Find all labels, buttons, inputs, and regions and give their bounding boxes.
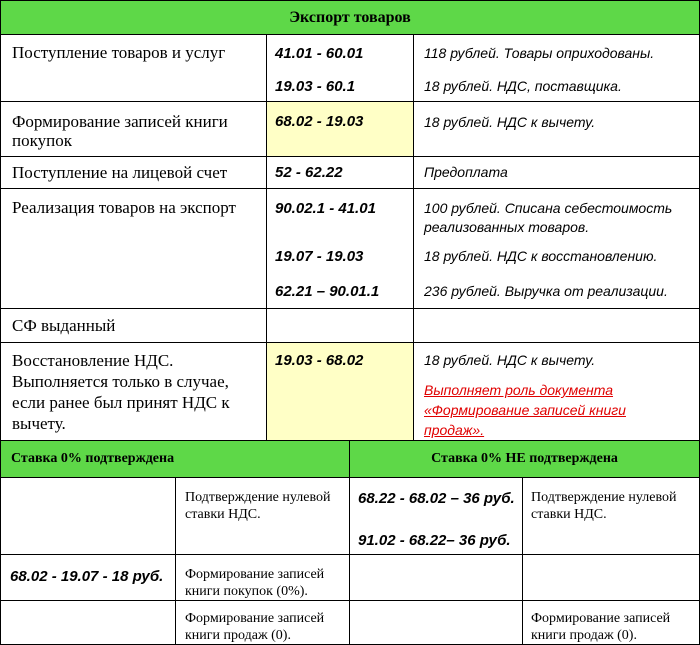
row1-label-cell xyxy=(0,34,267,102)
row3-accounts-cell xyxy=(266,156,414,189)
row2-accounts-cell xyxy=(266,101,414,157)
row2-label-line-1: Формирование записей книги xyxy=(12,112,228,131)
row5-accounts-cell xyxy=(266,308,414,343)
row6-red-link-line-2[interactable]: «Формирование записей книги xyxy=(424,402,626,418)
confirmed-zero-rate-cell xyxy=(175,477,350,555)
confirmed-purchase-book-line-1: Формирование записей xyxy=(185,567,325,582)
row2-label-line-2: покупок xyxy=(12,131,72,150)
row3-notes-cell xyxy=(413,156,700,189)
confirmed-purchase-book-cell xyxy=(175,554,350,601)
row6-label-line-1: Восстановление НДС. xyxy=(12,351,174,370)
row4-notes-cell xyxy=(413,188,700,309)
not-confirmed-header-label: Ставка 0% НЕ подтверждена xyxy=(431,451,618,466)
row2-note-1: 18 рублей. НДС к вычету. xyxy=(424,114,596,130)
not-confirmed-zero-rate-line-1: Подтверждение нулевой xyxy=(531,490,677,505)
row4-account-2: 19.07 - 19.03 xyxy=(275,248,364,265)
confirmed-sales-book-cell xyxy=(175,600,350,645)
row6-red-link-line-1[interactable]: Выполняет роль документа xyxy=(424,382,614,398)
row2-label-cell xyxy=(0,101,267,157)
row3-label: Поступление на лицевой счет xyxy=(12,163,228,182)
row6-label-cell xyxy=(0,342,267,441)
confirmed-header-label: Ставка 0% подтверждена xyxy=(11,451,175,466)
row4-account-1: 90.02.1 - 41.01 xyxy=(275,200,376,217)
row1-note-1: 118 рублей. Товары оприходованы. xyxy=(424,45,655,61)
row5-label: СФ выданный xyxy=(12,316,116,335)
row4-label: Реализация товаров на экспорт xyxy=(12,198,236,217)
not-confirmed-zero-rate-cell xyxy=(522,477,700,555)
row4-note-4: 236 рублей. Выручка от реализации. xyxy=(424,283,668,299)
table-title: Экспорт товаров xyxy=(289,8,411,26)
row3-note-1: Предоплата xyxy=(424,164,508,180)
row4-note-2: реализованных товаров. xyxy=(424,219,590,235)
confirmed-sales-book-line-2: книги продаж (0). xyxy=(185,628,291,643)
confirmed-sales-book-line-1: Формирование записей xyxy=(185,611,325,626)
row5-notes-cell xyxy=(413,308,700,343)
row1-account-2: 19.03 - 60.1 xyxy=(275,78,356,95)
row1-accounts-cell xyxy=(266,34,414,102)
row6-label-line-4: вычету. xyxy=(12,414,66,433)
row6-account-1: 19.03 - 68.02 xyxy=(275,352,364,369)
not-confirmed-sales-book-line-2: книги продаж (0). xyxy=(531,628,637,643)
row6-label-line-2: Выполняется только в случае, xyxy=(12,372,229,391)
confirmed-entry: 68.02 - 19.07 - 18 руб. xyxy=(10,568,164,585)
row6-accounts-cell xyxy=(266,342,414,441)
not-confirmed-empty-cell-1 xyxy=(349,554,523,601)
row4-account-3: 62.21 – 90.01.1 xyxy=(275,283,380,300)
not-confirmed-header xyxy=(349,440,700,478)
row6-notes-cell xyxy=(413,342,700,441)
not-confirmed-empty-cell-3 xyxy=(349,600,523,645)
confirmed-empty-cell xyxy=(0,477,176,555)
row1-notes-cell xyxy=(413,34,700,102)
not-confirmed-entry-2: 91.02 - 68.22– 36 руб. xyxy=(358,532,511,549)
row6-label-line-3: если ранее был принят НДС к xyxy=(12,393,230,412)
confirmed-zero-rate-line-2: ставки НДС. xyxy=(185,507,261,522)
confirmed-purchase-book-line-2: книги покупок (0%). xyxy=(185,584,308,599)
row4-accounts-cell xyxy=(266,188,414,309)
row4-note-1: 100 рублей. Списана себестоимость xyxy=(424,200,673,216)
confirmed-zero-rate-line-1: Подтверждение нулевой xyxy=(185,490,331,505)
confirmed-empty-cell-2 xyxy=(0,600,176,645)
row2-account-1: 68.02 - 19.03 xyxy=(275,113,364,130)
row6-note-1: 18 рублей. НДС к вычету. xyxy=(424,352,596,368)
row3-label-cell xyxy=(0,156,267,189)
not-confirmed-empty-cell-2 xyxy=(522,554,700,601)
row5-label-cell xyxy=(0,308,267,343)
row3-account-1: 52 - 62.22 xyxy=(275,164,343,181)
not-confirmed-entries-cell xyxy=(349,477,523,555)
row4-label-cell xyxy=(0,188,267,309)
table-header xyxy=(0,0,700,35)
row1-note-2: 18 рублей. НДС, поставщика. xyxy=(424,78,622,94)
row6-red-link-line-3[interactable]: продаж». xyxy=(424,422,485,438)
confirmed-entry-cell xyxy=(0,554,176,601)
row1-account-1: 41.01 - 60.01 xyxy=(275,45,364,62)
not-confirmed-sales-book-cell xyxy=(522,600,700,645)
row1-label: Поступление товаров и услуг xyxy=(12,43,226,62)
confirmed-header xyxy=(0,440,350,478)
row2-notes-cell xyxy=(413,101,700,157)
row4-note-3: 18 рублей. НДС к восстановлению. xyxy=(424,248,658,264)
not-confirmed-sales-book-line-1: Формирование записей xyxy=(531,611,671,626)
not-confirmed-zero-rate-line-2: ставки НДС. xyxy=(531,507,607,522)
not-confirmed-entry-1: 68.22 - 68.02 – 36 руб. xyxy=(358,490,515,507)
